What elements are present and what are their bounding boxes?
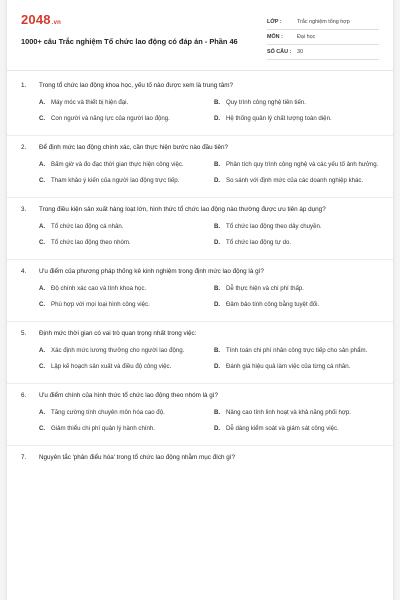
- question-block: [7, 453, 393, 467]
- answer-option[interactable]: [39, 283, 204, 295]
- option-text: Bấm giờ và đo đạc thời gian thực hiện công việc.: [51, 161, 184, 169]
- option-letter: A.: [39, 161, 46, 169]
- option-text: Tham khảo ý kiến của người lao động trực tiếp.: [51, 177, 180, 185]
- option-text: Tính toán chi phí nhân công trực tiếp cho sản phẩm.: [226, 347, 368, 355]
- option-letter: A.: [39, 99, 46, 107]
- answer-option[interactable]: [39, 221, 204, 233]
- option-text: Quy trình công nghệ tiên tiến.: [226, 99, 306, 107]
- option-text: Tổ chức lao động theo dây chuyền.: [226, 223, 322, 231]
- option-letter: D.: [214, 177, 221, 185]
- option-letter: B.: [214, 223, 221, 231]
- answer-options: [39, 159, 379, 187]
- meta-value: Trắc nghiệm tổng hợp: [297, 19, 350, 25]
- option-text: Con người và năng lực của người lao động.: [51, 115, 170, 123]
- option-letter: D.: [214, 425, 221, 433]
- question-text: Nguyên tắc 'phân điểu hóa' trong tổ chức lao động nhằm mục đích gì?: [39, 454, 236, 461]
- option-text: Tăng cường tính chuyên môn hóa cao độ.: [51, 409, 165, 417]
- option-letter: D.: [214, 115, 221, 123]
- question-text: Để định mức lao động chính xác, cần thực hiện bước nào đầu tiên?: [39, 144, 229, 151]
- answer-options: [39, 345, 379, 373]
- question-list: [7, 71, 393, 467]
- option-text: So sánh với định mức của các doanh nghiệp khác.: [226, 177, 364, 185]
- answer-options: [39, 221, 379, 249]
- option-letter: B.: [214, 409, 221, 417]
- answer-option[interactable]: [39, 113, 204, 125]
- option-text: Phân tích quy trình công nghệ và các yếu tố ảnh hưởng.: [226, 161, 379, 169]
- option-letter: C.: [39, 363, 46, 371]
- document-header: [7, 0, 393, 71]
- option-letter: B.: [214, 285, 221, 293]
- option-letter: B.: [214, 161, 221, 169]
- answer-option[interactable]: [39, 407, 204, 419]
- meta-label: LỚP :: [267, 19, 282, 25]
- option-text: Phù hợp với mọi loại hình công việc.: [51, 301, 150, 309]
- option-text: Tổ chức lao động cá nhân.: [51, 223, 124, 231]
- question-stem: [21, 391, 379, 401]
- answer-option[interactable]: [214, 361, 379, 373]
- option-text: Dễ dàng kiểm soát và giám sát công việc.: [226, 425, 339, 433]
- option-text: Tổ chức lao động tự do.: [226, 239, 292, 247]
- option-text: Máy móc và thiết bị hiện đại.: [51, 99, 129, 107]
- option-text: Đảm bảo tính công bằng tuyệt đối.: [226, 301, 320, 309]
- question-stem: [21, 267, 379, 277]
- meta-label: MÔN :: [267, 34, 283, 40]
- answer-option[interactable]: [214, 159, 379, 171]
- answer-option[interactable]: [214, 345, 379, 357]
- question-block: [7, 391, 393, 446]
- option-letter: A.: [39, 347, 46, 355]
- meta-row: [267, 45, 379, 60]
- option-letter: C.: [39, 177, 46, 185]
- answer-option[interactable]: [214, 423, 379, 435]
- answer-option[interactable]: [214, 407, 379, 419]
- option-letter: C.: [39, 115, 46, 123]
- answer-option[interactable]: [39, 97, 204, 109]
- question-number: 4.: [21, 268, 27, 275]
- option-text: Dễ thực hiện và chi phí thấp.: [226, 285, 304, 293]
- question-stem: [21, 81, 379, 91]
- document-page: [7, 0, 393, 600]
- option-letter: A.: [39, 223, 46, 231]
- answer-option[interactable]: [39, 159, 204, 171]
- option-letter: B.: [214, 347, 221, 355]
- answer-option[interactable]: [39, 345, 204, 357]
- answer-option[interactable]: [214, 113, 379, 125]
- question-number: 5.: [21, 330, 27, 337]
- answer-option[interactable]: [214, 237, 379, 249]
- meta-row: [267, 15, 379, 30]
- document-title: 1000+ câu Trắc nghiệm Tổ chức lao động có đáp án - Phần 46: [21, 37, 238, 46]
- answer-option[interactable]: [214, 299, 379, 311]
- option-text: Nâng cao tính linh hoạt và khả năng phối hợp.: [226, 409, 351, 417]
- answer-option[interactable]: [214, 97, 379, 109]
- option-text: Xác định mức lương thưởng cho người lao động.: [51, 347, 185, 355]
- document-meta: [267, 15, 379, 60]
- answer-option[interactable]: [39, 423, 204, 435]
- question-text: Trong tổ chức lao động khoa học, yếu tố nào được xem là trung tâm?: [39, 82, 233, 89]
- header-left: [21, 12, 241, 60]
- option-letter: A.: [39, 409, 46, 417]
- option-letter: C.: [39, 301, 46, 309]
- answer-option[interactable]: [214, 221, 379, 233]
- option-text: Giảm thiểu chi phí quản lý hành chính.: [51, 425, 155, 433]
- question-block: [7, 143, 393, 198]
- question-block: [7, 205, 393, 260]
- question-text: Ưu điểm của phương pháp thống kê kinh nghiệm trong định mức lao động là gì?: [39, 268, 264, 275]
- option-letter: B.: [214, 99, 221, 107]
- question-text: Ưu điểm chính của hình thức tổ chức lao động theo nhóm là gì?: [39, 392, 219, 399]
- question-number: 1.: [21, 82, 27, 89]
- answer-options: [39, 283, 379, 311]
- question-number: 7.: [21, 454, 27, 461]
- answer-option[interactable]: [214, 175, 379, 187]
- site-logo[interactable]: 2048.vn: [21, 12, 62, 27]
- question-stem: [21, 329, 379, 339]
- question-text: Định mức thời gian có vai trò quan trọng nhất trong việc:: [39, 330, 197, 337]
- option-letter: D.: [214, 239, 221, 247]
- question-text: Trong điều kiện sản xuất hàng loạt lớn, hình thức tổ chức lao động nào thường được ưu tiên áp dụng?: [39, 206, 326, 213]
- answer-option[interactable]: [39, 299, 204, 311]
- answer-option[interactable]: [214, 283, 379, 295]
- meta-value: 30: [297, 49, 303, 55]
- meta-row: [267, 30, 379, 45]
- question-stem: [21, 143, 379, 153]
- option-letter: D.: [214, 363, 221, 371]
- answer-option[interactable]: [39, 237, 204, 249]
- option-text: Tổ chức lao động theo nhóm.: [51, 239, 131, 247]
- question-stem: [21, 205, 379, 215]
- option-text: Đánh giá hiệu quả làm việc của từng cá nhân.: [226, 363, 351, 371]
- answer-option[interactable]: [39, 361, 204, 373]
- question-stem: [21, 453, 379, 463]
- meta-label: SỐ CÂU :: [267, 49, 292, 55]
- answer-options: [39, 97, 379, 125]
- question-block: [7, 81, 393, 136]
- question-number: 2.: [21, 144, 27, 151]
- meta-value: Đại học: [297, 34, 316, 40]
- option-letter: C.: [39, 239, 46, 247]
- option-text: Hệ thống quản lý chất lượng toàn diện.: [226, 115, 332, 123]
- answer-option[interactable]: [39, 175, 204, 187]
- option-letter: D.: [214, 301, 221, 309]
- option-text: Lập kế hoạch sản xuất và điều độ công việc.: [51, 363, 172, 371]
- answer-options: [39, 407, 379, 435]
- option-letter: C.: [39, 425, 46, 433]
- option-text: Độ chính xác cao và tính khoa học.: [51, 285, 147, 293]
- question-number: 3.: [21, 206, 27, 213]
- question-block: [7, 267, 393, 322]
- question-block: [7, 329, 393, 384]
- option-letter: A.: [39, 285, 46, 293]
- question-number: 6.: [21, 392, 27, 399]
